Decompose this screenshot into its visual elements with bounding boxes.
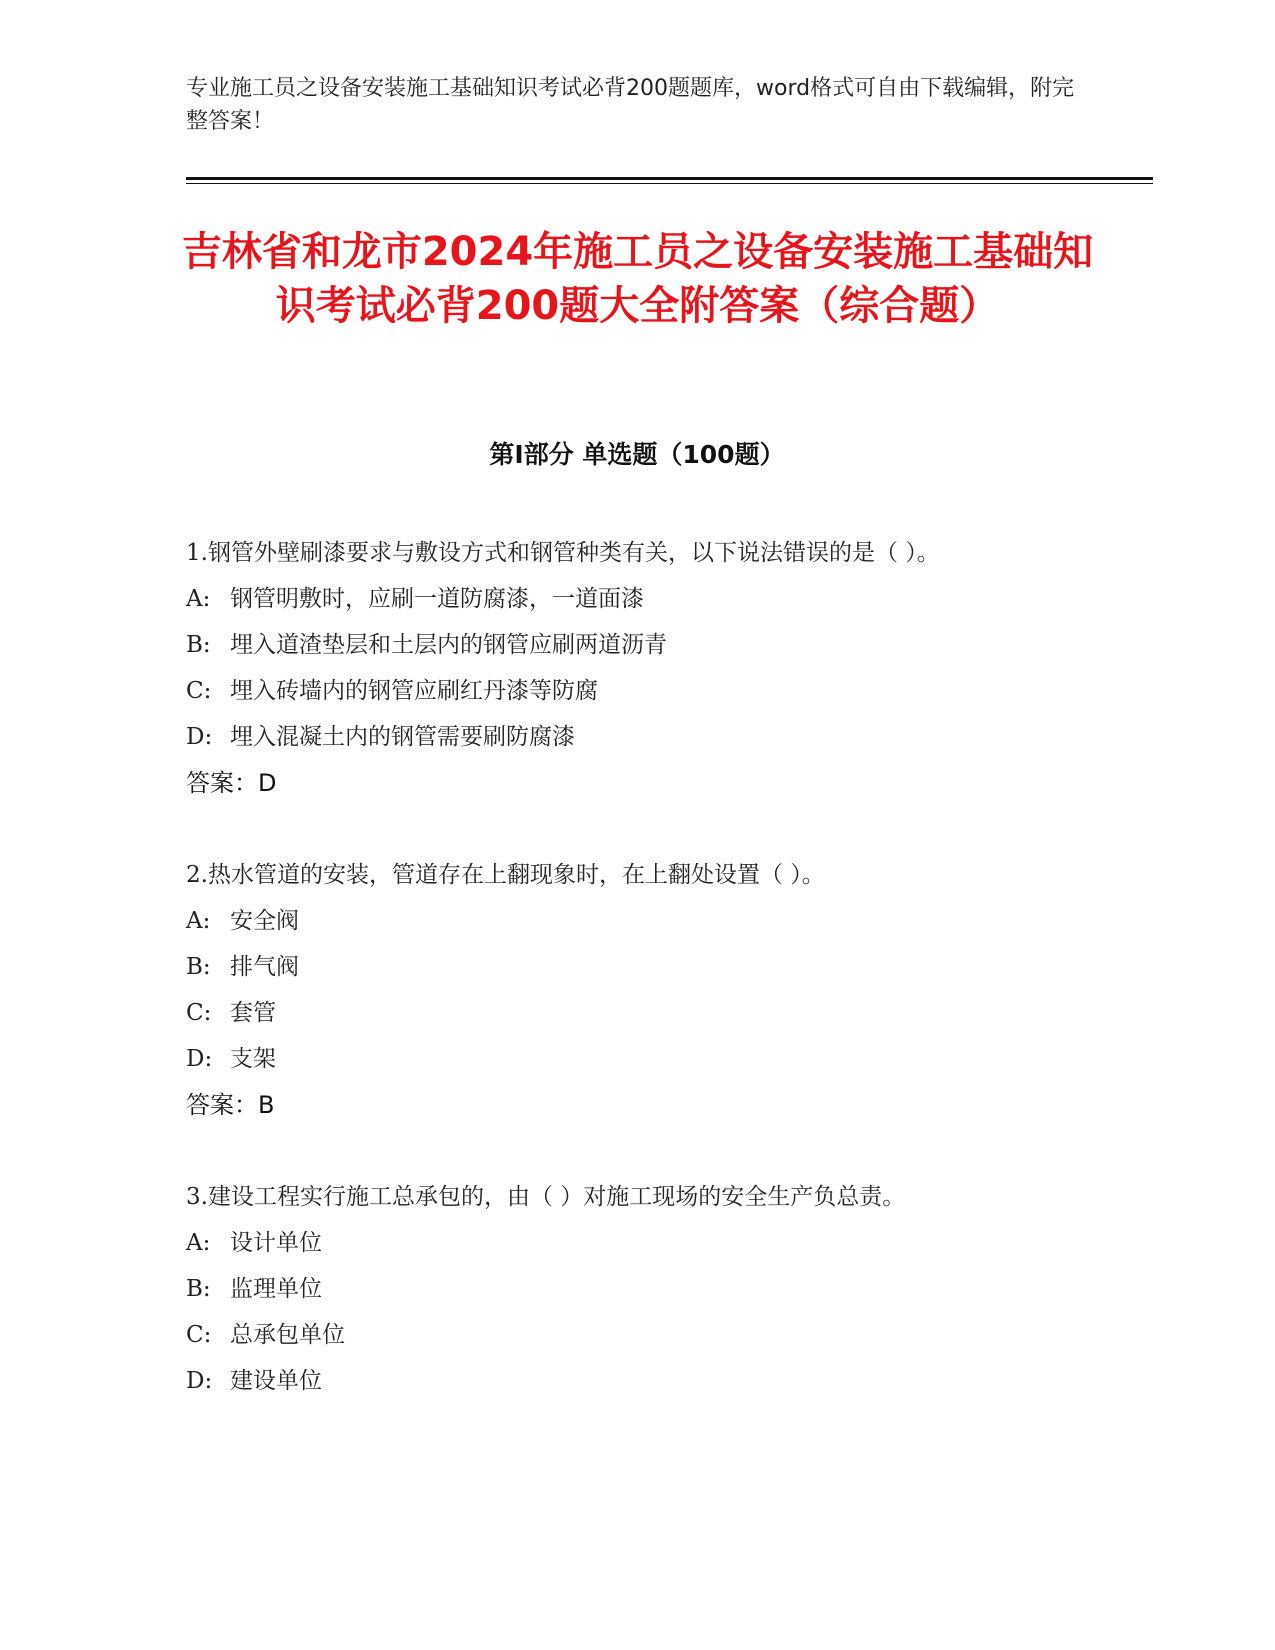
option-letter: A: bbox=[186, 586, 211, 612]
option-letter: A: bbox=[186, 908, 211, 934]
question-3 bbox=[186, 1174, 1066, 1404]
question-stem: 2.热水管道的安装，管道存在上翻现象时，在上翻处设置（ ）。 bbox=[186, 862, 825, 888]
option-letter: C: bbox=[186, 678, 212, 704]
option-text: 建设单位 bbox=[230, 1368, 322, 1394]
question-spacer bbox=[186, 806, 1066, 852]
option-d bbox=[186, 714, 1066, 760]
option-letter: D: bbox=[186, 724, 213, 750]
option-letter: D: bbox=[186, 1046, 213, 1072]
section-heading: 第Ⅰ部分 单选题（100题） bbox=[489, 440, 785, 469]
option-d bbox=[186, 1036, 1066, 1082]
option-letter: B: bbox=[186, 1276, 211, 1302]
option-letter: C: bbox=[186, 1322, 212, 1348]
answer: 答案：D bbox=[186, 769, 277, 797]
question-list bbox=[186, 530, 1066, 1404]
option-letter: A: bbox=[186, 1230, 211, 1256]
question-2 bbox=[186, 852, 1066, 1128]
question-stem: 1.钢管外壁刷漆要求与敷设方式和钢管种类有关，以下说法错误的是（ ）。 bbox=[186, 540, 940, 566]
option-d bbox=[186, 1358, 1066, 1404]
header-rule-thin bbox=[186, 183, 1153, 184]
option-a bbox=[186, 1220, 1066, 1266]
option-b bbox=[186, 1266, 1066, 1312]
answer: 答案：B bbox=[186, 1091, 275, 1119]
header-rule-thick bbox=[186, 177, 1153, 180]
option-c bbox=[186, 1312, 1066, 1358]
question-spacer bbox=[186, 1128, 1066, 1174]
option-text: 埋入混凝土内的钢管需要刷防腐漆 bbox=[230, 724, 575, 750]
option-text: 排气阀 bbox=[230, 954, 299, 980]
option-a bbox=[186, 898, 1066, 944]
option-b bbox=[186, 622, 1066, 668]
option-letter: B: bbox=[186, 632, 211, 658]
option-c bbox=[186, 990, 1066, 1036]
option-text: 总承包单位 bbox=[230, 1322, 345, 1348]
question-1 bbox=[186, 530, 1066, 806]
option-a bbox=[186, 576, 1066, 622]
option-text: 设计单位 bbox=[230, 1230, 322, 1256]
option-text: 钢管明敷时，应刷一道防腐漆，一道面漆 bbox=[230, 586, 644, 612]
option-text: 套管 bbox=[230, 1000, 276, 1026]
header-note: 专业施工员之设备安装施工基础知识考试必背200题题库，word格式可自由下载编辑，附完整答案！ bbox=[186, 76, 1075, 134]
option-text: 埋入砖墙内的钢管应刷红丹漆等防腐 bbox=[230, 678, 598, 704]
document-title: 吉林省和龙市2024年施工员之设备安装施工基础知识考试必背200题大全附答案（综合题） bbox=[181, 229, 1094, 329]
option-letter: B: bbox=[186, 954, 211, 980]
option-letter: C: bbox=[186, 1000, 212, 1026]
question-stem: 3.建设工程实行施工总承包的，由（ ）对施工现场的安全生产负总责。 bbox=[186, 1184, 906, 1210]
option-text: 监理单位 bbox=[230, 1276, 322, 1302]
option-c bbox=[186, 668, 1066, 714]
option-letter: D: bbox=[186, 1368, 213, 1394]
option-text: 安全阀 bbox=[230, 908, 299, 934]
option-text: 支架 bbox=[230, 1046, 276, 1072]
option-text: 埋入道渣垫层和土层内的钢管应刷两道沥青 bbox=[230, 632, 667, 658]
option-b bbox=[186, 944, 1066, 990]
